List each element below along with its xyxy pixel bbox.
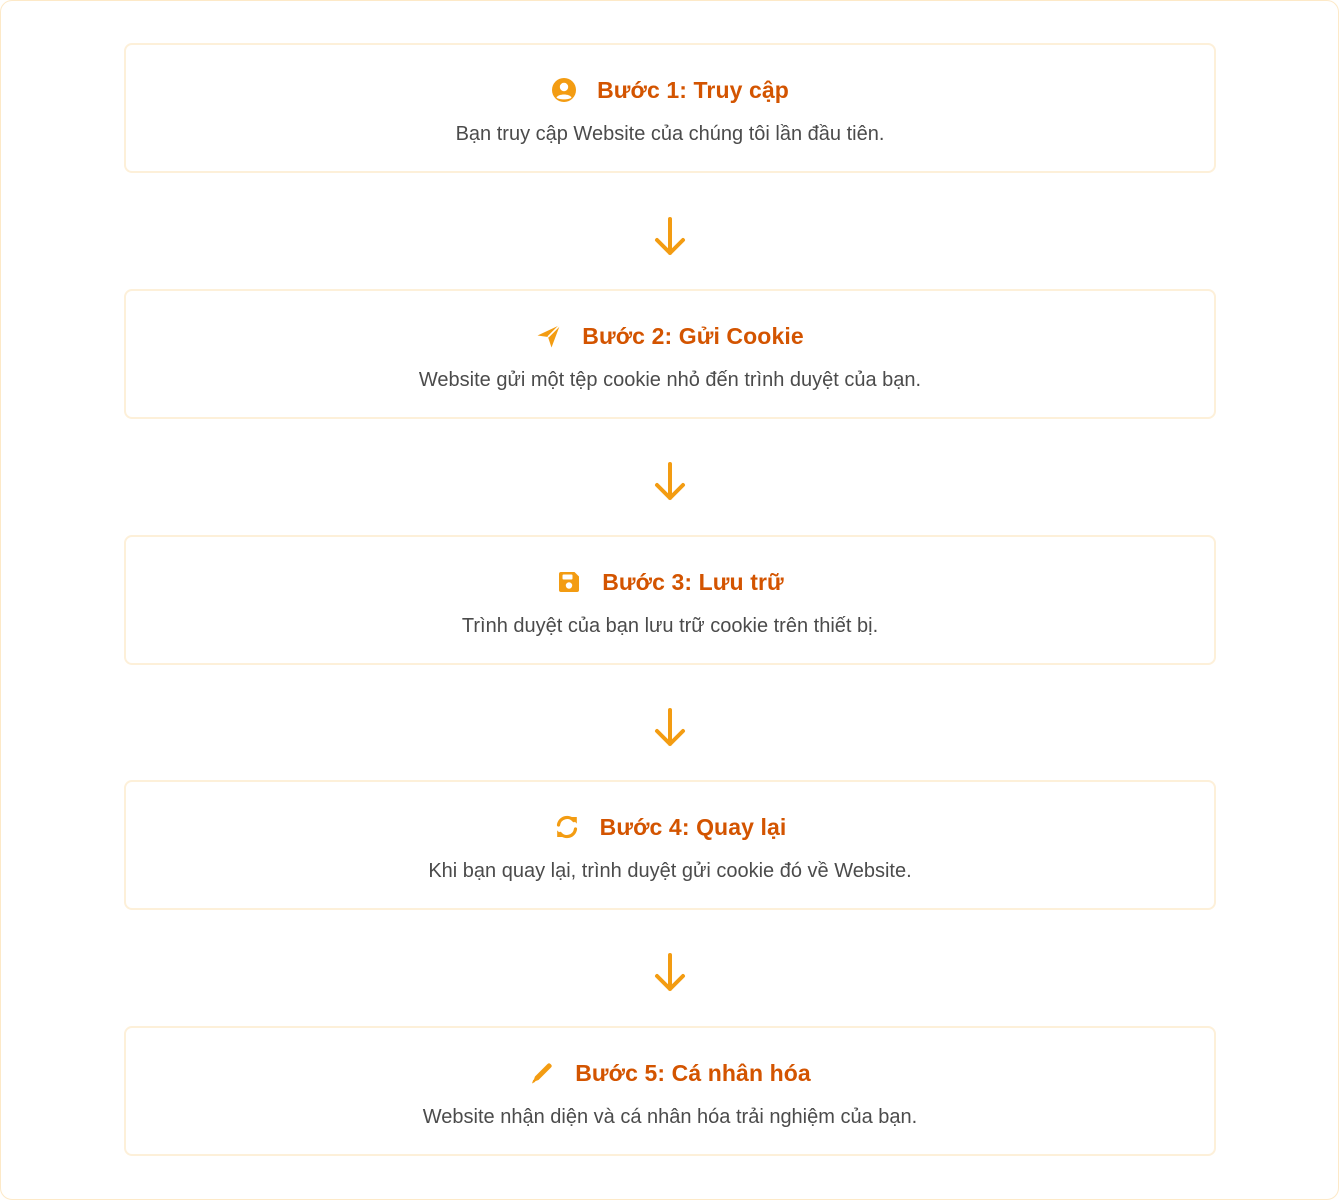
arrow-down-icon — [650, 460, 690, 504]
step-card-5 — [124, 1026, 1216, 1156]
step-header — [126, 567, 1214, 597]
step-description: Trình duyệt của bạn lưu trữ cookie trên thiết bị. — [461, 615, 879, 637]
step-header — [126, 812, 1214, 842]
step-description: Website nhận diện và cá nhân hóa trải nghiệm của bạn. — [422, 1106, 918, 1128]
arrow-down-icon — [650, 706, 690, 750]
step-title: Bước 1: Truy cập — [597, 76, 789, 103]
step-card-3 — [124, 535, 1216, 665]
step-description: Website gửi một tệp cookie nhỏ đến trình duyệt của bạn. — [418, 369, 922, 391]
sync-icon — [554, 814, 580, 840]
paper-plane-icon — [536, 323, 562, 349]
step-header — [126, 1058, 1214, 1088]
step-title: Bước 5: Cá nhân hóa — [575, 1059, 811, 1086]
step-card-1 — [124, 43, 1216, 173]
pencil-icon — [529, 1060, 555, 1086]
step-title: Bước 4: Quay lại — [599, 813, 787, 840]
save-icon — [556, 569, 582, 595]
step-header — [126, 75, 1214, 105]
user-circle-icon — [551, 77, 577, 103]
arrow-down-icon — [650, 951, 690, 995]
step-title: Bước 3: Lưu trữ — [602, 568, 784, 595]
step-header — [126, 321, 1214, 351]
arrow-down-icon — [650, 215, 690, 259]
step-title: Bước 2: Gửi Cookie — [582, 322, 804, 349]
step-description: Khi bạn quay lại, trình duyệt gửi cookie đó về Website. — [428, 860, 912, 882]
step-card-2 — [124, 289, 1216, 419]
step-description: Bạn truy cập Website của chúng tôi lần đầu tiên. — [455, 123, 885, 145]
step-card-4 — [124, 780, 1216, 910]
